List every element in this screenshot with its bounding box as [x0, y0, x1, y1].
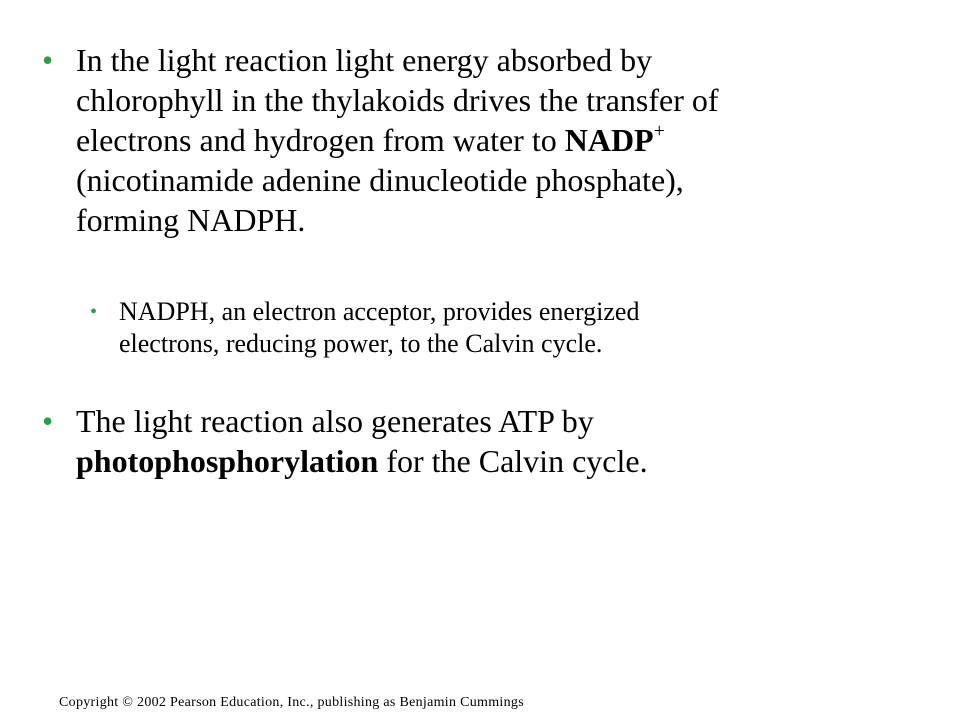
- bullet-marker: •: [42, 42, 54, 78]
- text-line: electrons, reducing power, to the Calvin cycle.: [119, 329, 603, 358]
- photophosphorylation-term: photophosphorylation: [76, 443, 379, 479]
- text-segment: electrons and hydrogen from water to: [76, 122, 565, 158]
- superscript-plus: +: [653, 120, 665, 142]
- text-line: [76, 441, 922, 481]
- nadp-term: NADP: [564, 122, 654, 158]
- text-line: chlorophyll in the thylakoids drives the transfer of: [76, 82, 719, 118]
- bullet-marker: •: [90, 301, 98, 323]
- text-segment: for the Calvin cycle.: [378, 443, 648, 479]
- bullet-text: [76, 40, 922, 240]
- text-line: NADPH, an electron acceptor, provides energized: [119, 297, 640, 326]
- bullet-marker: •: [42, 403, 54, 439]
- bullet-text: [76, 401, 922, 481]
- text-line: In the light reaction light energy absorbed by: [76, 42, 653, 78]
- copyright-footer: Copyright © 2002 Pearson Education, Inc., publishing as Benjamin Cummings: [59, 695, 524, 710]
- text-line: [76, 120, 922, 160]
- text-line: (nicotinamide adenine dinucleotide phosphate),: [76, 162, 684, 198]
- bullet-text: [119, 296, 919, 360]
- text-line: The light reaction also generates ATP by: [76, 403, 594, 439]
- text-line: forming NADPH.: [76, 202, 306, 238]
